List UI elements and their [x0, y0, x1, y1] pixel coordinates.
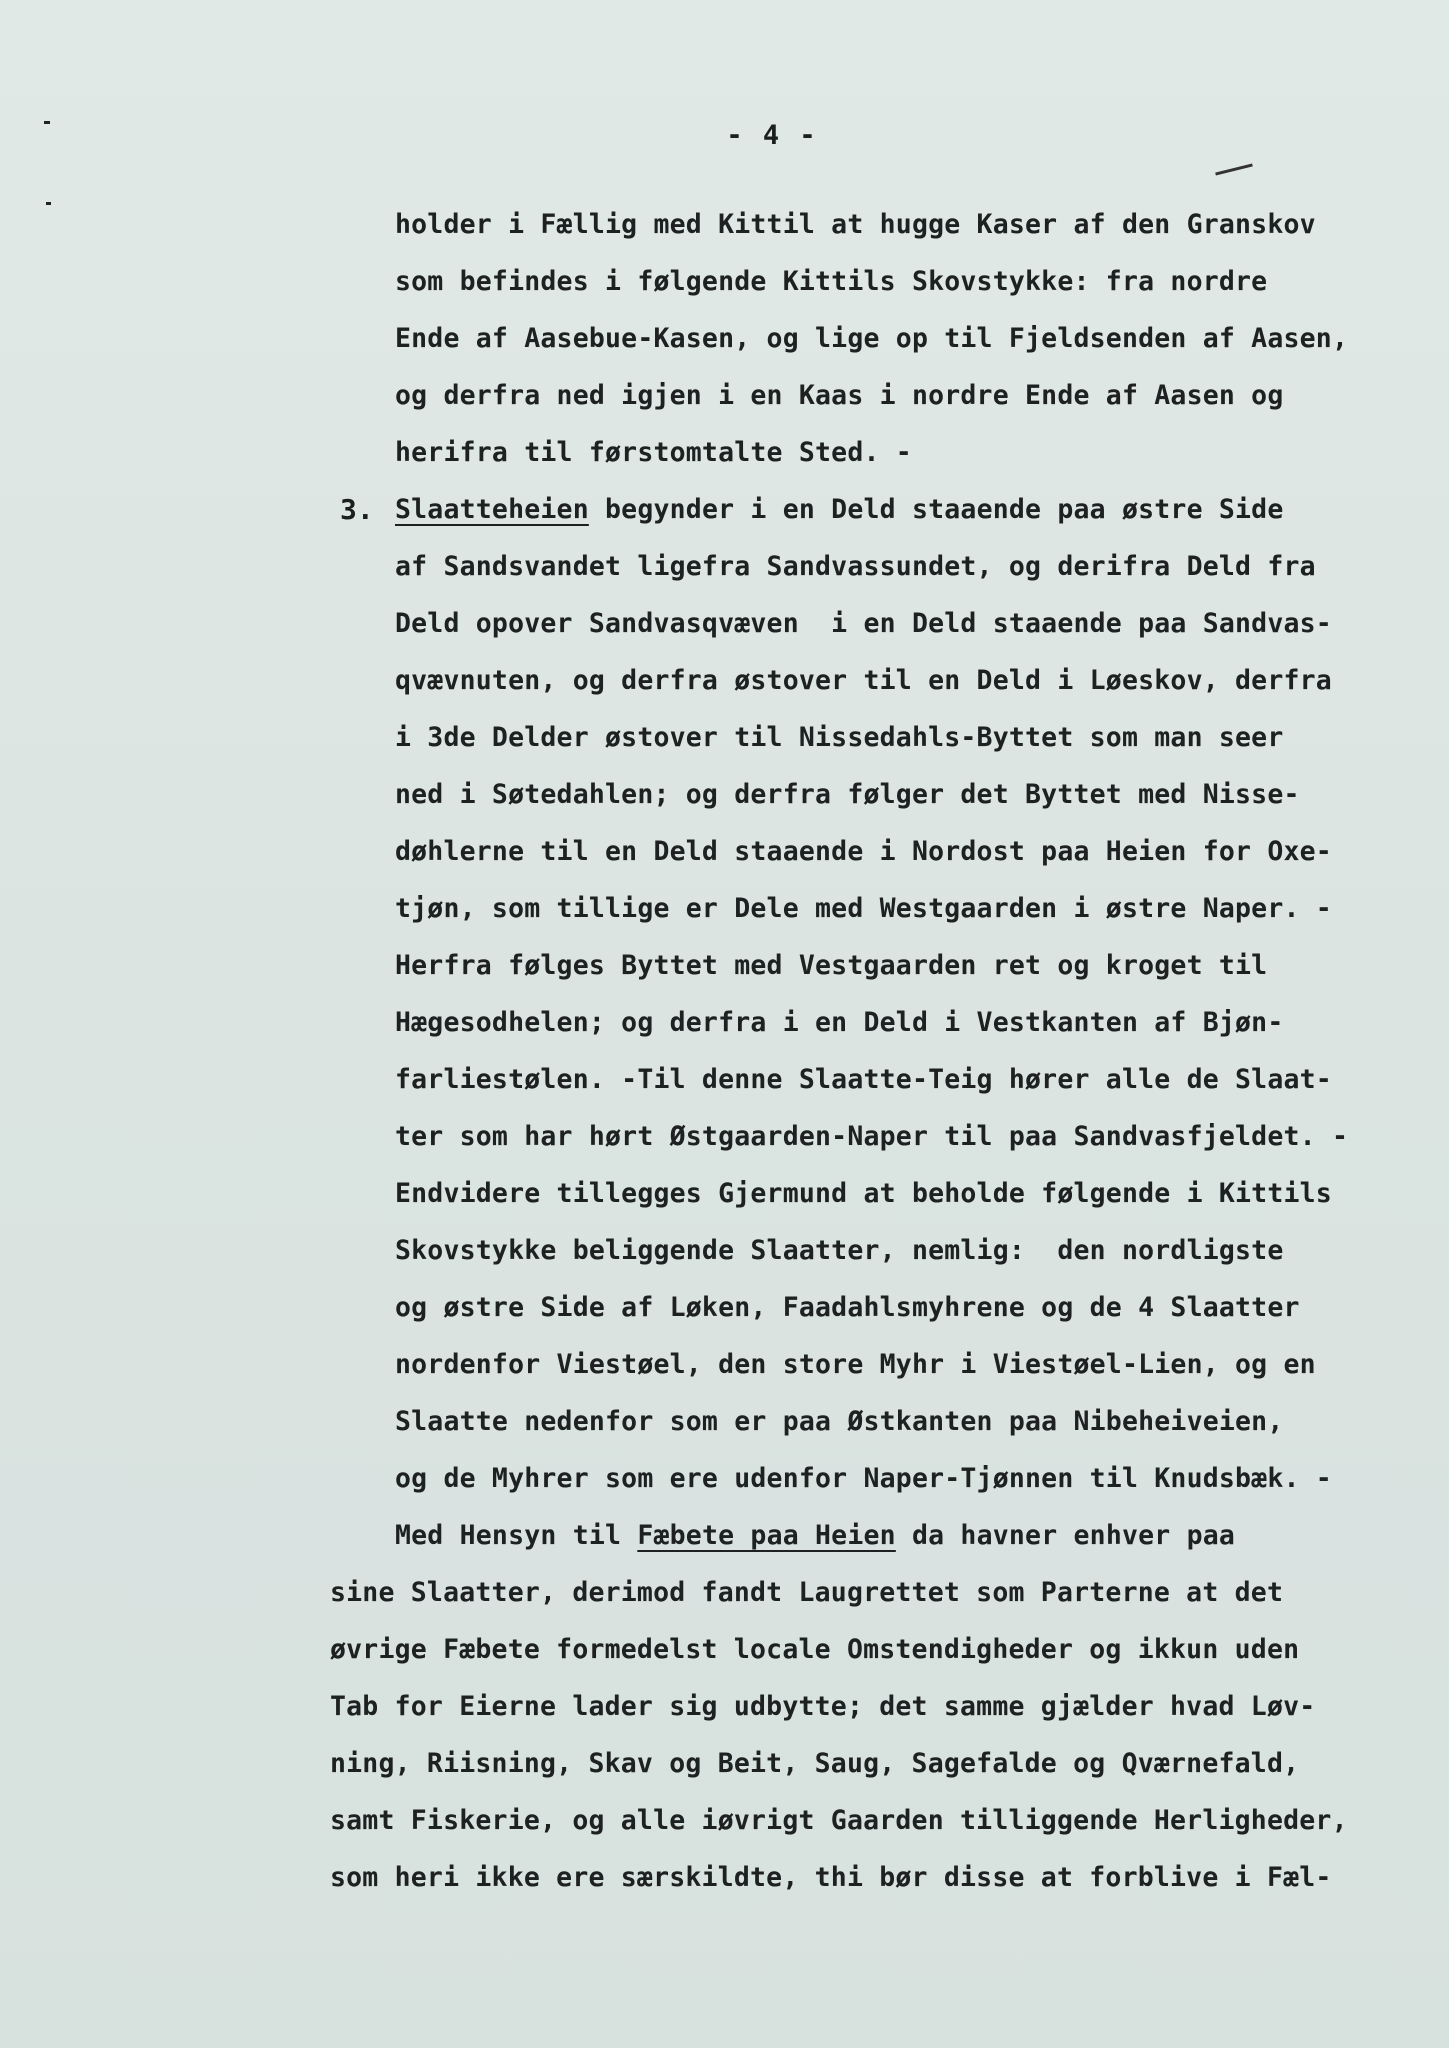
text-line: døhlerne til en Deld staaende i Nordost paa Heien for Oxe- [395, 836, 1332, 867]
text-line: tjøn, som tillige er Dele med Westgaarden i østre Naper. - [395, 893, 1332, 924]
text-line: qvævnuten, og derfra østover til en Deld i Løeskov, derfra [395, 665, 1332, 696]
text-line: ning, Riisning, Skav og Beit, Saug, Sagefalde og Qværnefald, [330, 1748, 1300, 1779]
pen-stroke-mark [1215, 163, 1253, 175]
page-number: - 4 - [726, 120, 818, 151]
text-line: Hægesodhelen; og derfra i en Deld i Vestkanten af Bjøn- [395, 1007, 1284, 1038]
text-line: farliestølen. -Til denne Slaatte-Teig hører alle de Slaat- [395, 1064, 1332, 1095]
text-line: Endvidere tillegges Gjermund at beholde følgende i Kittils [395, 1178, 1332, 1209]
text-line: og østre Side af Løken, Faadahlsmyhrene og de 4 Slaatter [395, 1292, 1300, 1323]
item-3-first-line [395, 490, 1284, 530]
text-line: samt Fiskerie, og alle iøvrigt Gaarden tilliggende Herligheder, [330, 1805, 1348, 1836]
text-line: Ende af Aasebue-Kasen, og lige op til Fjeldsenden af Aasen, [395, 323, 1349, 354]
text-line: Tab for Eierne lader sig udbytte; det samme gjælder hvad Løv- [330, 1691, 1316, 1722]
text-line: Deld opover Sandvasqvæven i en Deld staaende paa Sandvas- [395, 608, 1332, 639]
text-line: og de Myhrer som ere udenfor Naper-Tjønnen til Knudsbæk. - [395, 1463, 1332, 1494]
margin-mark-bottom [46, 202, 51, 205]
text-line: som heri ikke ere særskildte, thi bør disse at forblive i Fæl- [330, 1862, 1332, 1893]
text-line: som befindes i følgende Kittils Skovstykke: fra nordre [395, 266, 1268, 297]
item-3-first-line-rest: begynder i en Deld staaende paa østre Side [588, 494, 1284, 525]
text-line: sine Slaatter, derimod fandt Laugrettet som Parterne at det [330, 1577, 1284, 1608]
text-line: holder i Fællig med Kittil at hugge Kaser af den Granskov [395, 209, 1316, 240]
text-line: i 3de Delder østover til Nissedahls-Byttet som man seer [395, 722, 1284, 753]
faebete-suffix: da havner enhver paa [895, 1520, 1236, 1551]
faebete-prefix: Med Hensyn til [395, 1520, 638, 1551]
text-line: Herfra følges Byttet med Vestgaarden ret og kroget til [395, 950, 1268, 981]
text-line: af Sandsvandet ligefra Sandvassundet, og derifra Deld fra [395, 551, 1316, 582]
faebete-first-line [395, 1516, 1235, 1556]
text-line: ter som har hørt Østgaarden-Naper til paa Sandvasfjeldet. - [395, 1121, 1349, 1152]
text-line: øvrige Fæbete formedelst locale Omstendigheder og ikkun uden [330, 1634, 1300, 1665]
item-3-heading: Slaatteheien [395, 494, 589, 525]
item-number: 3. [340, 493, 374, 526]
text-line: nordenfor Viestøel, den store Myhr i Viestøel-Lien, og en [395, 1349, 1316, 1380]
text-line: og derfra ned igjen i en Kaas i nordre Ende af Aasen og [395, 380, 1284, 411]
faebete-heading: Fæbete paa Heien [637, 1520, 896, 1551]
text-line: herifra til førstomtalte Sted. - [395, 437, 912, 468]
text-line: Skovstykke beliggende Slaatter, nemlig: den nordligste [395, 1235, 1284, 1266]
text-line: ned i Søtedahlen; og derfra følger det Byttet med Nisse- [395, 779, 1300, 810]
text-line: Slaatte nedenfor som er paa Østkanten paa Nibeheiveien, [395, 1406, 1284, 1437]
